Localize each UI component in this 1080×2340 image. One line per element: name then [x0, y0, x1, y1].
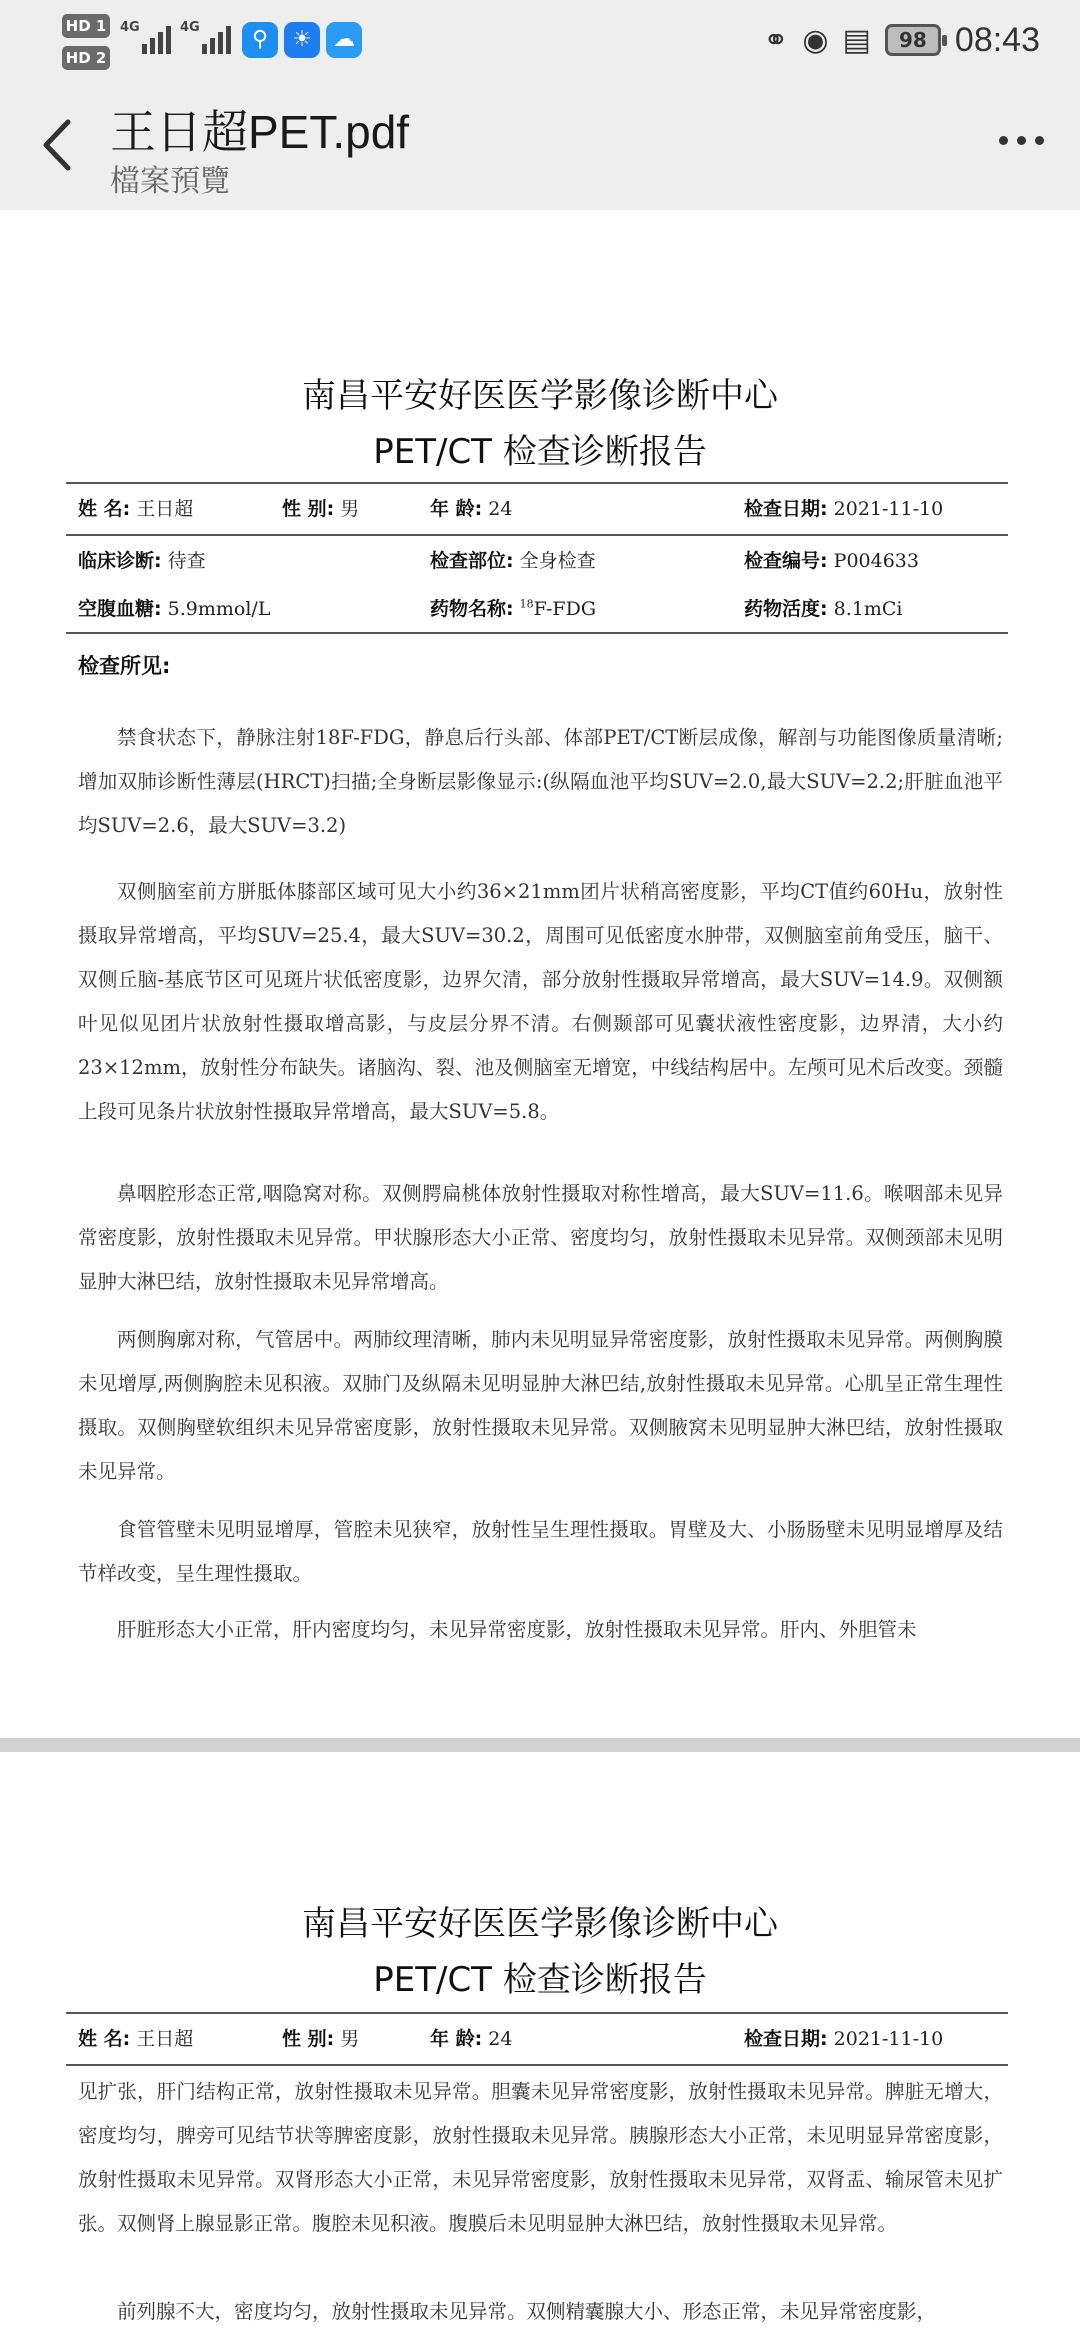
exam-number-field: 检查编号: P004633 — [744, 550, 919, 572]
headphones-icon: ⚭ — [763, 22, 789, 58]
patient-sex-field: 性 别: 男 — [282, 498, 360, 520]
findings-paragraph: 见扩张，肝门结构正常，放射性摄取未见异常。胆囊未见异常密度影，放射性摄取未见异常。脾脏无增大，密度均匀，脾旁可见结节状等脾密度影，放射性摄取未见异常。胰腺形态大小正常，未见明显异常密度影，放射性摄取未见异常。双肾形态大小正常，未见异常密度影，放射性摄取未见异常，双肾盂、输尿管未见扩张。双侧肾上腺显影正常。腹腔未见积液。腹膜后未见明显肿大淋巴结，放射性摄取未见异常。 — [78, 2080, 1003, 2235]
sim1-indicator: HD 1 — [62, 14, 110, 38]
findings-paragraph: 双侧脑室前方胼胝体膝部区域可见大小约36×21mm团片状稍高密度影，平均CT值约60Hu，放射性摄取异常增高，平均SUV=25.4，最大SUV=30.2，周围可见低密度水肿带，双侧脑室前角受压，脑干、双侧丘脑-基底节区可见斑片状低密度影，边界欠清，部分放射性摄取异常增高，最大SUV=14.9。双侧额叶见似见团片状放射性摄取增高影，与皮层分界不清。右侧颞部可见囊状液性密度影，边界清，大小约23×12mm，放射性分布缺失。诸脑沟、裂、池及侧脑室无增宽，中线结构居中。左颅可见术后改变。颈髓上段可见条片状放射性摄取异常增高，最大SUV=5.8。 — [78, 880, 1003, 1123]
patient-sex-field: 性 别: 男 — [282, 2028, 360, 2050]
sim2-indicator: HD 2 — [62, 46, 110, 70]
findings-paragraph: 前列腺不大，密度均匀，放射性摄取未见异常。双侧精囊腺大小、形态正常，未见异常密度影， — [117, 2300, 937, 2323]
file-subtitle: 檔案預覽 — [110, 164, 230, 199]
report-name-title: PET/CT 检查诊断报告 — [373, 432, 707, 472]
patient-age-field: 年 龄: 24 — [430, 2028, 513, 2050]
status-right — [763, 14, 1040, 66]
rule-bottom — [66, 632, 1008, 634]
rule-top — [66, 2012, 1008, 2014]
findings-paragraph: 肝脏形态大小正常，肝内密度均匀，未见异常密度影，放射性摄取未见异常。肝内、外胆管未 — [117, 1618, 917, 1641]
pdf-viewer[interactable] — [0, 210, 1080, 2340]
glucose-field: 空腹血糖: 5.9mmol/L — [78, 598, 271, 620]
signal-2-icon: 4G — [180, 20, 232, 54]
findings-paragraph: 禁食状态下，静脉注射18F-FDG，静息后行头部、体部PET/CT断层成像，解剖与功能图像质量清晰;增加双肺诊断性薄层(HRCT)扫描;全身断层影像显示:(纵隔血池平均SUV=2.0,最大SUV=2.2;肝脏血池平均SUV=2.6，最大SUV=3.2) — [78, 726, 1003, 837]
vibrate-icon: ▤ — [842, 22, 871, 58]
exam-site-field: 检查部位: 全身检查 — [430, 550, 596, 572]
patient-age-field: 年 龄: 24 — [430, 498, 513, 520]
search-app-icon: ⚲ — [242, 22, 278, 58]
drug-name-field: 药物名称: $^{18}$F-FDG — [430, 597, 596, 620]
top-bar — [0, 0, 1080, 210]
bulb-app-icon: ☀ — [284, 22, 320, 58]
file-title: 王日超PET.pdf — [110, 106, 410, 158]
report-org-title: 南昌平安好医医学影像诊断中心 — [302, 376, 778, 416]
rule-mid — [66, 534, 1008, 536]
clock: 08:43 — [954, 20, 1040, 59]
pdf-page-2 — [0, 1752, 1080, 2340]
rule-mid — [66, 2064, 1008, 2066]
findings-heading: 检查所见: — [78, 654, 171, 678]
clinical-diagnosis-field: 临床诊断: 待查 — [78, 550, 206, 572]
status-bar — [0, 0, 1080, 82]
signal-1-icon: 4G — [120, 20, 172, 54]
patient-name-field: 姓 名: 王日超 — [78, 498, 194, 520]
report-org-title: 南昌平安好医医学影像诊断中心 — [302, 1904, 778, 1944]
app-bar — [0, 90, 1080, 210]
findings-paragraph: 食管管壁未见明显增厚，管腔未见狭窄，放射性呈生理性摄取。胃壁及大、小肠肠壁未见明显增厚及结节样改变，呈生理性摄取。 — [78, 1518, 1003, 1585]
more-options-icon[interactable] — [999, 136, 1044, 145]
findings-paragraph: 两侧胸廓对称，气管居中。两肺纹理清晰，肺内未见明显异常密度影，放射性摄取未见异常。两侧胸膜未见增厚,两侧胸腔未见积液。双肺门及纵隔未见明显肿大淋巴结,放射性摄取未见异常。心肌呈正常生理性摄取。双侧胸壁软组织未见异常密度影，放射性摄取未见异常。双侧腋窝未见明显肿大淋巴结，放射性摄取未见异常。 — [78, 1328, 1003, 1483]
rule-top — [66, 482, 1008, 484]
findings-paragraph: 鼻咽腔形态正常,咽隐窝对称。双侧腭扁桃体放射性摄取对称性增高，最大SUV=11.6。喉咽部未见异常密度影，放射性摄取未见异常。甲状腺形态大小正常、密度均匀，放射性摄取未见异常。双侧颈部未见明显肿大淋巴结，放射性摄取未见异常增高。 — [78, 1182, 1003, 1293]
report-name-title: PET/CT 检查诊断报告 — [373, 1960, 707, 2000]
pdf-page-1 — [0, 210, 1080, 1738]
eye-icon: ◉ — [802, 22, 829, 58]
exam-date-field: 检查日期: 2021-11-10 — [744, 2028, 944, 2050]
exam-date-field: 检查日期: 2021-11-10 — [744, 498, 944, 520]
page-separator — [0, 1738, 1080, 1752]
battery-icon: 98 — [885, 24, 941, 56]
weather-app-icon: ☁ — [326, 22, 362, 58]
drug-activity-field: 药物活度: 8.1mCi — [744, 598, 903, 620]
patient-name-field: 姓 名: 王日超 — [78, 2028, 194, 2050]
back-arrow-icon[interactable] — [34, 110, 84, 180]
